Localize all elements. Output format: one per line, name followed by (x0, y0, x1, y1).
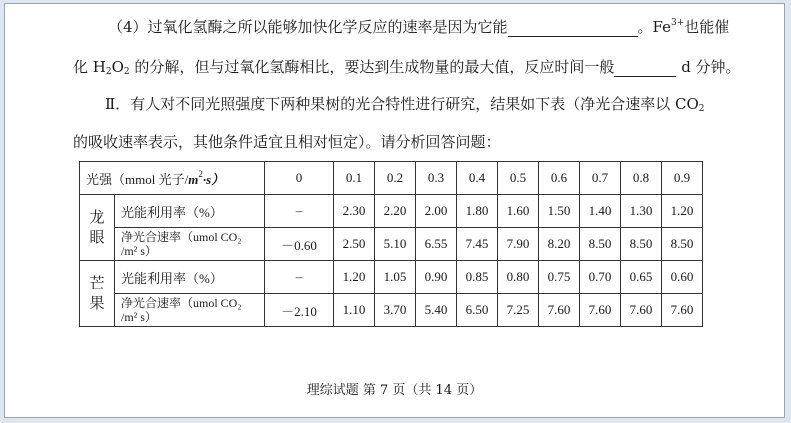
table-cell: 7.60 (539, 294, 580, 327)
table-cell: 7.90 (498, 228, 539, 261)
table-cell: －2.10 (265, 294, 334, 327)
table-cell: 7.25 (498, 294, 539, 327)
answer-blank-2[interactable] (614, 60, 676, 77)
table-cell: 1.20 (334, 261, 375, 294)
table-cell: 0.90 (416, 261, 457, 294)
row-label: 光能利用率（%） (115, 195, 265, 228)
table-cell: 0.65 (621, 261, 662, 294)
table-cell: 8.50 (662, 228, 703, 261)
table-cell: 2.30 (334, 195, 375, 228)
table-header-cell: 0.2 (375, 162, 416, 195)
question-4-text: （4）过氧化氢酶之所以能够加快化学反应的速率是因为它能 (108, 18, 508, 36)
table-cell: – (265, 195, 334, 228)
table-row (80, 228, 703, 261)
table-header-cell: 0.1 (334, 162, 375, 195)
table-cell: 8.20 (539, 228, 580, 261)
table-cell: 1.60 (498, 195, 539, 228)
part-2-line-1: Ⅱ．有人对不同光照强度下两种果树的光合特性进行研究，结果如下表（净光合速率以 $CO_2$ (105, 95, 705, 114)
page-footer: 理综试题 第 7 页（共 14 页） (306, 383, 483, 398)
table-header-cell: 0.7 (580, 162, 621, 195)
question-4-line-2: 化 $H_2O_2$ 的分解，但与过氧化氢酶相比，要达到生成物量的最大值，反应时间一般 d 分钟。 (73, 58, 741, 77)
table-cell: 2.00 (416, 195, 457, 228)
table-cell: 5.40 (416, 294, 457, 327)
table-cell: 7.45 (457, 228, 498, 261)
table-cell: 0.80 (498, 261, 539, 294)
table-cell: 5.10 (375, 228, 416, 261)
table-cell: 1.80 (457, 195, 498, 228)
part-2-line-2: 的吸收速率表示，其他条件适宜且相对恒定）。请分析回答问题： (73, 133, 501, 151)
table-cell: 0.70 (580, 261, 621, 294)
light-intensity-header: 光强（mmol 光子$/m^2\cdot s$） (80, 162, 265, 195)
answer-blank-1[interactable] (508, 20, 638, 37)
table-header-cell: 0 (265, 162, 334, 195)
group-label-longan: 龙 眼 (80, 195, 115, 261)
table-row (80, 294, 703, 327)
table-cell: 2.50 (334, 228, 375, 261)
table-cell: 0.85 (457, 261, 498, 294)
table-header-cell: 0.8 (621, 162, 662, 195)
table-cell: 0.75 (539, 261, 580, 294)
photosynthesis-table (79, 161, 703, 327)
table-cell: －0.60 (265, 228, 334, 261)
exam-page (4, 3, 785, 418)
table-cell: 7.60 (580, 294, 621, 327)
table-cell: 1.10 (334, 294, 375, 327)
row-label: 光能利用率（%） (115, 261, 265, 294)
table-header-row (80, 162, 703, 195)
table-cell: 6.50 (457, 294, 498, 327)
table-row (80, 261, 703, 294)
table-cell: 3.70 (375, 294, 416, 327)
table-header-cell: 0.5 (498, 162, 539, 195)
row-label: 净光合速率（umol CO₂ /m² s） (115, 228, 265, 261)
table-cell: 6.55 (416, 228, 457, 261)
table-header-cell: 0.4 (457, 162, 498, 195)
table-header-cell: 0.9 (662, 162, 703, 195)
question-4-line-1: （4）过氧化氢酶之所以能够加快化学反应的速率是因为它能 。$Fe^{3+}$也能催 (108, 18, 730, 36)
table-header-cell: 0.6 (539, 162, 580, 195)
table-row (80, 195, 703, 228)
table-cell: 7.60 (621, 294, 662, 327)
table-cell: – (265, 261, 334, 294)
table-header-cell: 0.3 (416, 162, 457, 195)
table-cell: 1.30 (621, 195, 662, 228)
table-cell: 8.50 (621, 228, 662, 261)
group-label-mango: 芒 果 (80, 261, 115, 327)
row-label: 净光合速率（umol CO₂ /m² s） (115, 294, 265, 327)
table-cell: 7.60 (662, 294, 703, 327)
table-cell: 0.60 (662, 261, 703, 294)
table-cell: 2.20 (375, 195, 416, 228)
table-cell: 1.20 (662, 195, 703, 228)
table-cell: 1.40 (580, 195, 621, 228)
table-cell: 1.50 (539, 195, 580, 228)
table-cell: 8.50 (580, 228, 621, 261)
table-cell: 1.05 (375, 261, 416, 294)
